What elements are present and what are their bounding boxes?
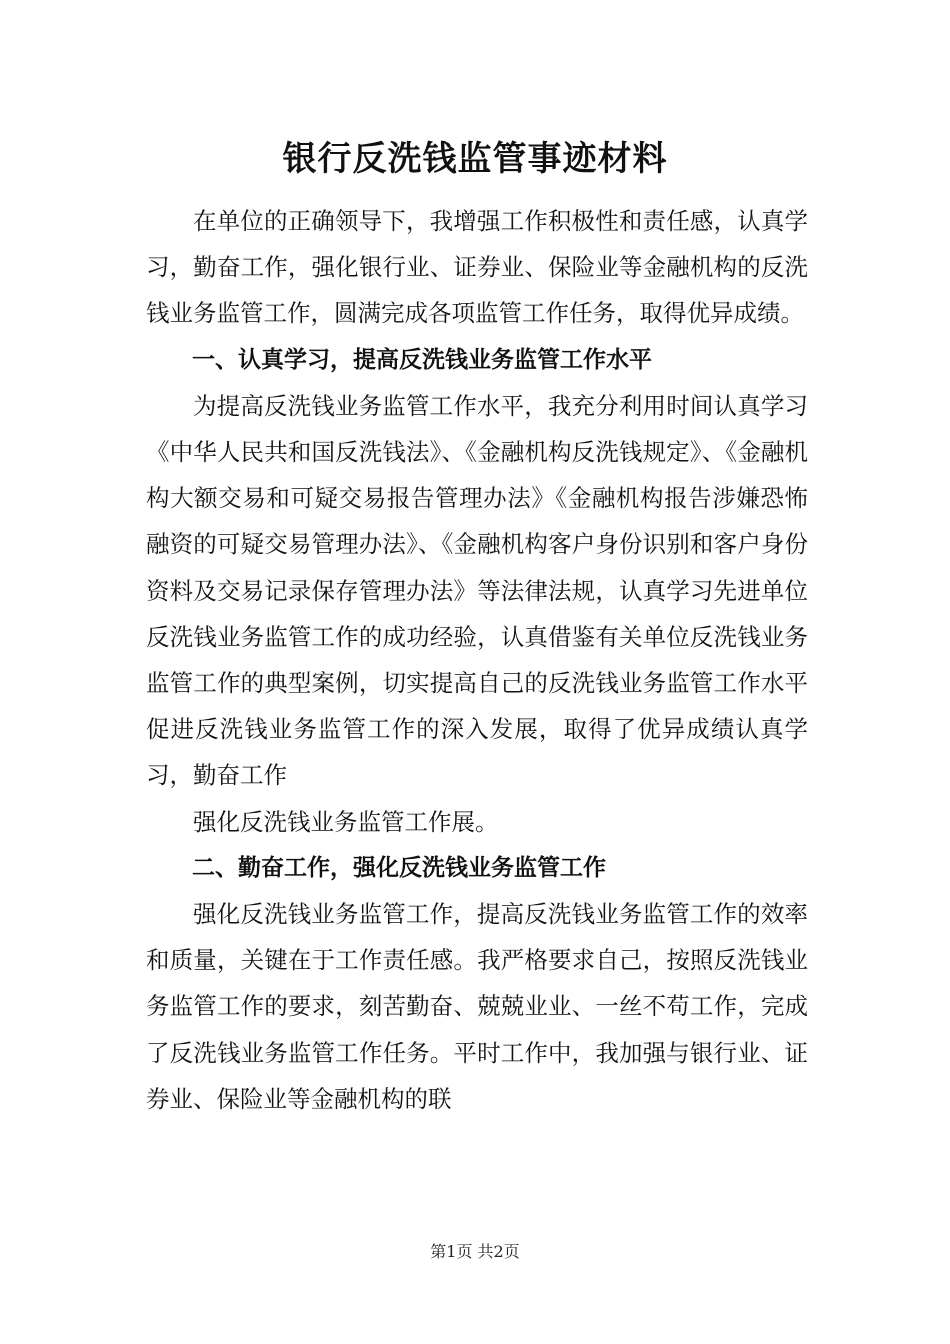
- document-body: [146, 198, 808, 1122]
- body-paragraph: 强化反洗钱业务监管工作展。: [193, 807, 499, 836]
- section-heading: 二、勤奋工作，强化反洗钱业务监管工作: [192, 854, 606, 881]
- page-number-footer: 第1页 共2页: [430, 1242, 520, 1261]
- document-title: 银行反洗钱监管事迹材料: [282, 139, 668, 179]
- body-paragraph: 在单位的正确领导下，我增强工作积极性和责任感，认真学习，勤奋工作，强化银行业、证券业、保险业等金融机构的反洗钱业务监管工作，圆满完成各项监管工作任务，取得优异成绩。: [146, 207, 808, 328]
- body-paragraph: 强化反洗钱业务监管工作，提高反洗钱业务监管工作的效率和质量，关键在于工作责任感。我严格要求自己，按照反洗钱业务监管工作的要求，刻苦勤奋、兢兢业业、一丝不苟工作，完成了反洗钱业务监管工作任务。平时工作中，我加强与银行业、证券业、保险业等金融机构的联: [146, 900, 808, 1113]
- body-paragraph: 为提高反洗钱业务监管工作水平，我充分利用时间认真学习《中华人民共和国反洗钱法》、《金融机构反洗钱规定》、《金融机构大额交易和可疑交易报告管理办法》《金融机构报告涉嫌恐怖融资的可疑交易管理办法》、《金融机构客户身份识别和客户身份资料及交易记录保存管理办法》等法律法规，认真学习先进单位反洗钱业务监管工作的成功经验，认真借鉴有关单位反洗钱业务监管工作的典型案例，切实提高自己的反洗钱业务监管工作水平促进反洗钱业务监管工作的深入发展，取得了优异成绩认真学习，勤奋工作: [146, 391, 808, 790]
- section-heading: 一、认真学习，提高反洗钱业务监管工作水平: [192, 346, 652, 373]
